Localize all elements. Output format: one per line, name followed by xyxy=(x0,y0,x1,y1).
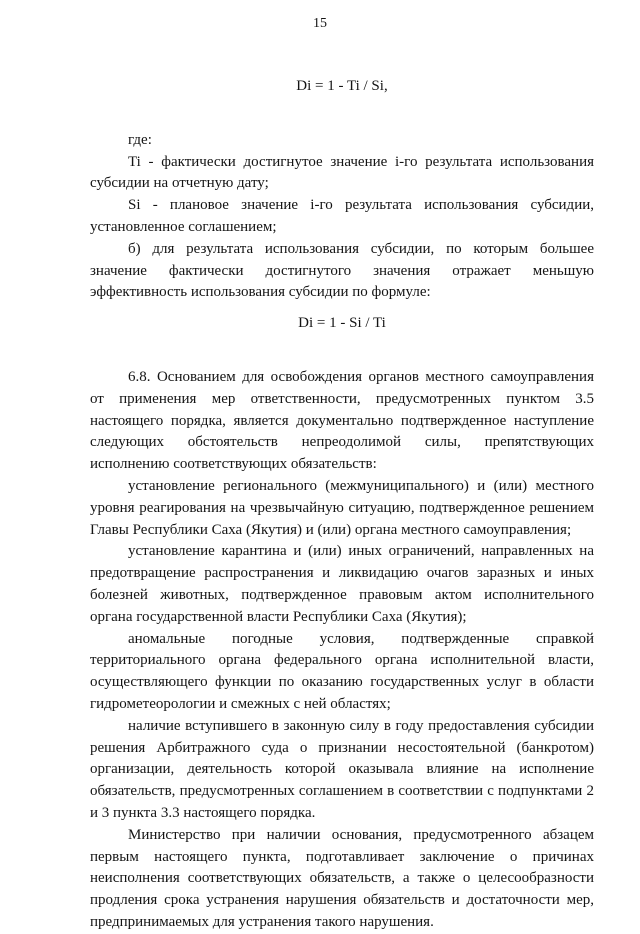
page-number: 15 xyxy=(313,16,327,31)
clause-6-8: 6.8. Основанием для освобождения органов местного самоуправления от применения мер ответственности, предусмотренных пунктом 3.5 настоящего порядка, является документально подтвержденное наступление следующих обстоятельств непреодолимой силы, препятствующих исполнению соответствующих обязательств: xyxy=(90,368,594,473)
item-b-paragraph: б) для результата использования субсидии, по которым большее значение фактически достигнутого значения отражает меньшую эффективность использования субсидии по формуле: xyxy=(90,240,594,301)
where-label: где: xyxy=(128,131,152,148)
formula-di-ti-si: Di = 1 - Ti / Si, xyxy=(296,78,388,94)
final-paragraph: Министерство при наличии основания, предусмотренного абзацем первым настоящего пункта, подготавливает заключение о причинах неисполнения соответствующих обязательств, а также о целесообразности продления срока устранения нарушения обязательств и достаточности мер, предпринимаемых для устранения такого нарушения. xyxy=(90,826,594,930)
formula-di-si-ti: Di = 1 - Si / Ti xyxy=(298,315,386,332)
definition-ti: Ti - фактически достигнутое значение i-го результата использования субсидии на отчетную дату; xyxy=(90,153,594,192)
force-majeure-item: установление карантина и (или) иных ограничений, направленных на предотвращение распространения и ликвидацию очагов заразных и иных болезней животных, подтвержденное правовым актом исполнительного органа государственной власти Республики Саха (Якутия); xyxy=(90,543,594,625)
force-majeure-item: аномальные погодные условия, подтвержденные справкой территориального органа федерального органа исполнительной власти, осуществляющего функции по оказанию государственных услуг в области гидрометеорологии и смежных с ней областях; xyxy=(90,630,594,712)
force-majeure-item: установление регионального (межмуниципального) и (или) местного уровня реагирования на чрезвычайную ситуацию, подтвержденное решением Главы Республики Саха (Якутия) и (или) органа местного самоуправления; xyxy=(90,477,594,538)
definition-si: Si - плановое значение i-го результата использования субсидии, установленное соглашением; xyxy=(90,197,594,235)
force-majeure-item: наличие вступившего в законную силу в году предоставления субсидии решения Арбитражного суда о признании несостоятельной (банкротом) организации, деятельность которой оказывала влияние на исполнение обязательств, предусмотренных соглашением в соответствии с подпунктами 2 и 3 пункта 3.3 настоящего порядка. xyxy=(90,717,594,821)
page-content xyxy=(90,76,594,934)
